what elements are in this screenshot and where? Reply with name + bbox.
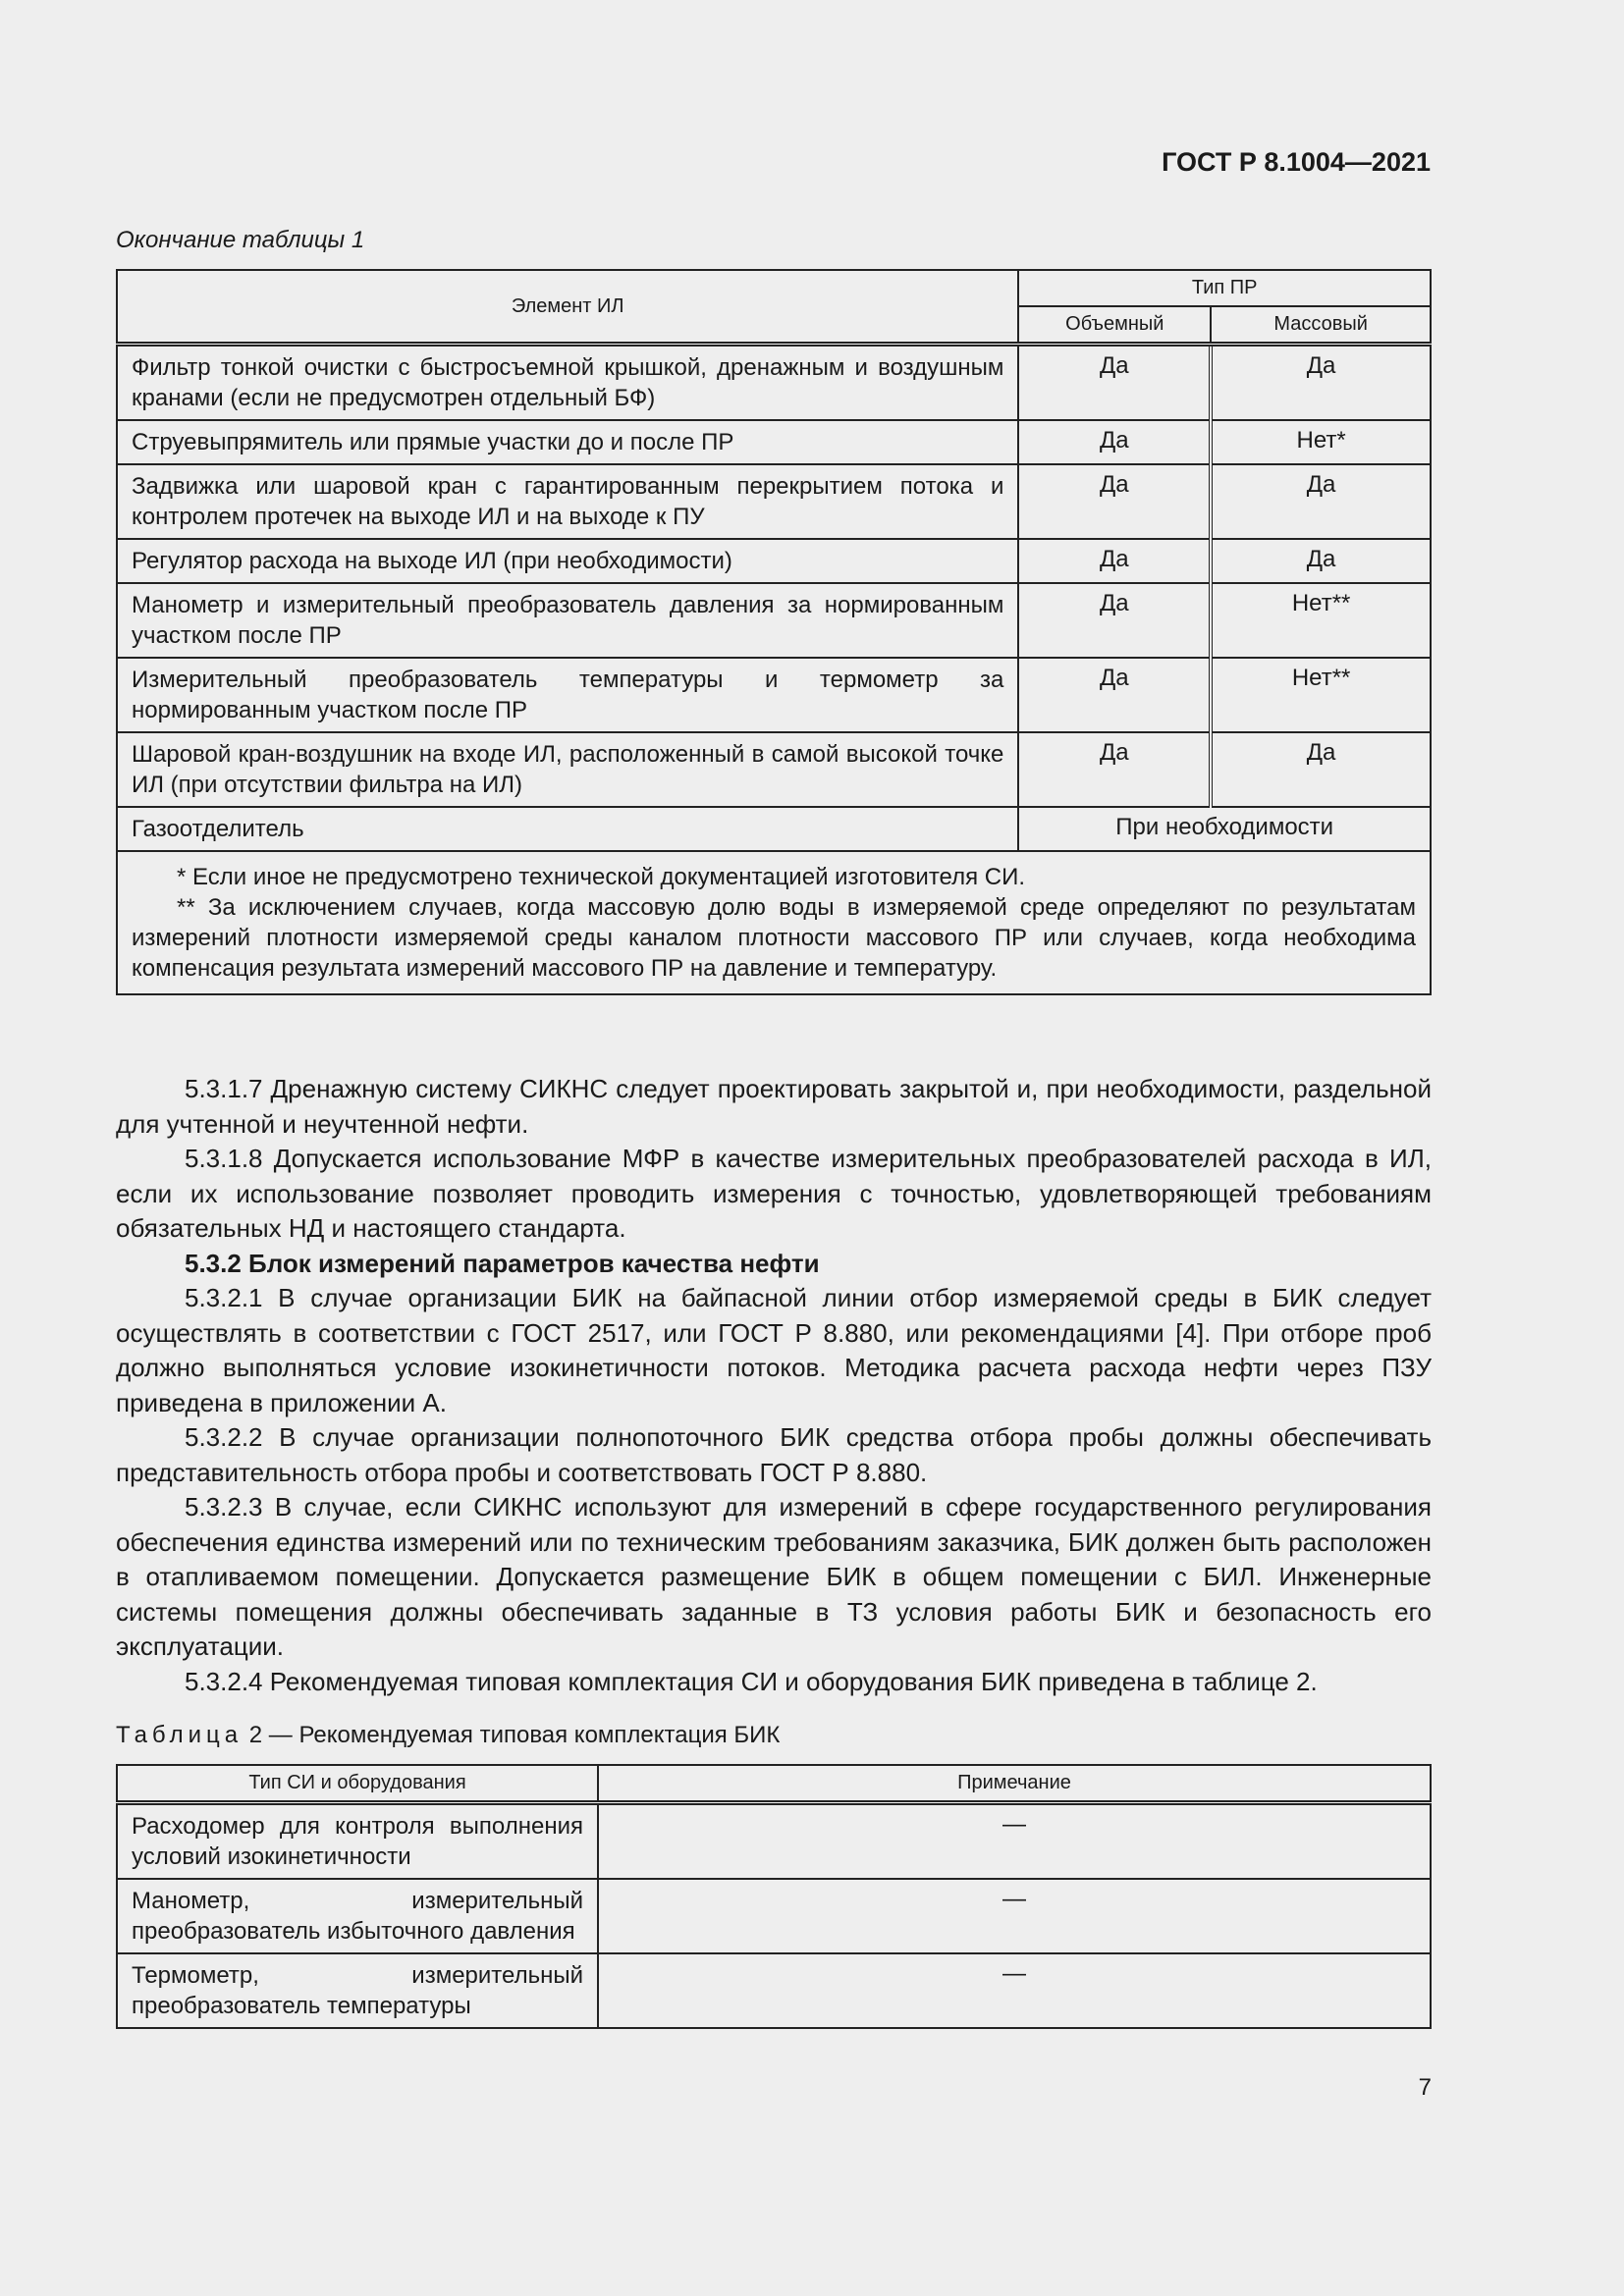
table1-row-mass: Да — [1211, 539, 1431, 583]
table-row — [117, 1953, 1431, 2028]
table1-row-name: Шаровой кран-воздушник на входе ИЛ, расположенный в самой высокой точке ИЛ (при отсутствии фильтра на ИЛ) — [117, 732, 1018, 807]
page-number: 7 — [1418, 2074, 1432, 2101]
table1-row-name: Измерительный преобразователь температуры и термометр за нормированным участком после ПР — [117, 658, 1018, 732]
table2-row-name: Манометр, измерительный преобразователь избыточного давления — [117, 1879, 598, 1953]
table1-header-element: Элемент ИЛ — [117, 270, 1018, 345]
table1-last-row-value: При необходимости — [1018, 807, 1431, 851]
body-text — [116, 1072, 1432, 1699]
table1-header-group: Тип ПР — [1018, 270, 1431, 306]
table-row — [117, 583, 1431, 658]
table1-row-name: Фильтр тонкой очистки с быстросъемной крышкой, дренажным и воздушным кранами (если не предусмотрен отдельный БФ) — [117, 345, 1018, 421]
table1-row-mass: Да — [1211, 345, 1431, 421]
table2-header-col2: Примечание — [598, 1765, 1431, 1803]
table1-row-mass: Да — [1211, 732, 1431, 807]
table1-row-name: Струевыпрямитель или прямые участки до и после ПР — [117, 420, 1018, 464]
table-row — [117, 732, 1431, 807]
table1-notes — [117, 851, 1431, 994]
paragraph: 5.3.2.1 В случае организации БИК на байпасной линии отбор измеряемой среды в БИК следует осуществлять в соответствии с ГОСТ 2517, или ГОСТ Р 8.880, или рекомендациями [4]. При отборе проб должно выполняться условие изокинетичности потоков. Методика расчета расхода нефти через ПЗУ приведена в приложении А. — [116, 1283, 1432, 1417]
table1-body — [117, 345, 1431, 808]
table-row — [117, 345, 1431, 421]
table1-row-mass: Нет* — [1211, 420, 1431, 464]
table1-row-volumetric: Да — [1018, 464, 1211, 539]
table2-row-note: — — [598, 1879, 1431, 1953]
table1-caption: Окончание таблицы 1 — [116, 227, 365, 253]
paragraph: 5.3.2.2 В случае организации полнопоточного БИК средства отбора пробы должны обеспечивать представительность отбора пробы и соответствовать ГОСТ Р 8.880. — [116, 1422, 1432, 1487]
document-number: ГОСТ Р 8.1004—2021 — [1162, 147, 1431, 177]
table-row — [117, 658, 1431, 732]
table1-note: * Если иное не предусмотрено технической документацией изготовителя СИ. — [177, 864, 1026, 890]
table1-row-mass: Нет** — [1211, 583, 1431, 658]
paragraph: 5.3.2.3 В случае, если СИКНС используют для измерений в сфере государственного регулирования обеспечения единства измерений или по техническим требованиям заказчика, БИК должен быть расположен в отапливаемом помещении. Допускается размещение БИК в общем помещении с БИЛ. Инженерные системы помещения должны обеспечивать заданные в ТЗ условия работы БИК и безопасность его эксплуатации. — [116, 1492, 1432, 1661]
paragraph: 5.3.2.4 Рекомендуемая типовая комплектация СИ и оборудования БИК приведена в таблице 2. — [185, 1666, 1318, 1696]
table2-caption-label: Таблица — [116, 1722, 244, 1748]
table1-note: ** За исключением случаев, когда массовую долю воды в измеряемой среде определяют по результатам измерений плотности измеряемой среды каналом плотности массового ПР или случаев, когда необходима компенсация результата измерений массового ПР на давление и температуру. — [132, 894, 1416, 982]
table1-header-col2: Массовый — [1211, 306, 1431, 345]
table-row — [117, 420, 1431, 464]
table2-row-name: Расходомер для контроля выполнения условий изокинетичности — [117, 1803, 598, 1880]
table1-row-volumetric: Да — [1018, 345, 1211, 421]
table2 — [116, 1764, 1432, 2029]
table1-last-row-name: Газоотделитель — [117, 807, 1018, 851]
table2-row-name: Термометр, измерительный преобразователь температуры — [117, 1953, 598, 2028]
table1 — [116, 269, 1432, 995]
table1-header-col1: Объемный — [1018, 306, 1211, 345]
table1-row-name: Задвижка или шаровой кран с гарантированным перекрытием потока и контролем протечек на выходе ИЛ и на выходе к ПУ — [117, 464, 1018, 539]
table1-row-volumetric: Да — [1018, 732, 1211, 807]
table1-row-volumetric: Да — [1018, 539, 1211, 583]
table2-row-note: — — [598, 1953, 1431, 2028]
table2-caption — [116, 1722, 780, 1749]
table1-row-mass: Да — [1211, 464, 1431, 539]
paragraph: 5.3.1.8 Допускается использование МФР в качестве измерительных преобразователей расхода в ИЛ, если их использование позволяет проводить измерения с точностью, удовлетворяющей требованиям обязательных НД и настоящего стандарта. — [116, 1144, 1432, 1243]
table-row — [117, 1879, 1431, 1953]
table2-header-col1: Тип СИ и оборудования — [117, 1765, 598, 1803]
table2-caption-text: 2 — Рекомендуемая типовая комплектация БИК — [243, 1722, 781, 1748]
paragraph: 5.3.1.7 Дренажную систему СИКНС следует проектировать закрытой и, при необходимости, раздельной для учтенной и неучтенной нефти. — [116, 1074, 1432, 1139]
table1-row-volumetric: Да — [1018, 420, 1211, 464]
table1-row-name: Регулятор расхода на выходе ИЛ (при необходимости) — [117, 539, 1018, 583]
table-row — [117, 807, 1431, 851]
table2-body — [117, 1803, 1431, 2029]
table-row — [117, 539, 1431, 583]
table2-row-note: — — [598, 1803, 1431, 1880]
table1-row-mass: Нет** — [1211, 658, 1431, 732]
table1-row-volumetric: Да — [1018, 658, 1211, 732]
table1-row-name: Манометр и измерительный преобразователь давления за нормированным участком после ПР — [117, 583, 1018, 658]
table1-row-volumetric: Да — [1018, 583, 1211, 658]
table-row — [117, 464, 1431, 539]
table-row — [117, 1803, 1431, 1880]
section-heading: 5.3.2 Блок измерений параметров качества нефти — [185, 1248, 820, 1278]
